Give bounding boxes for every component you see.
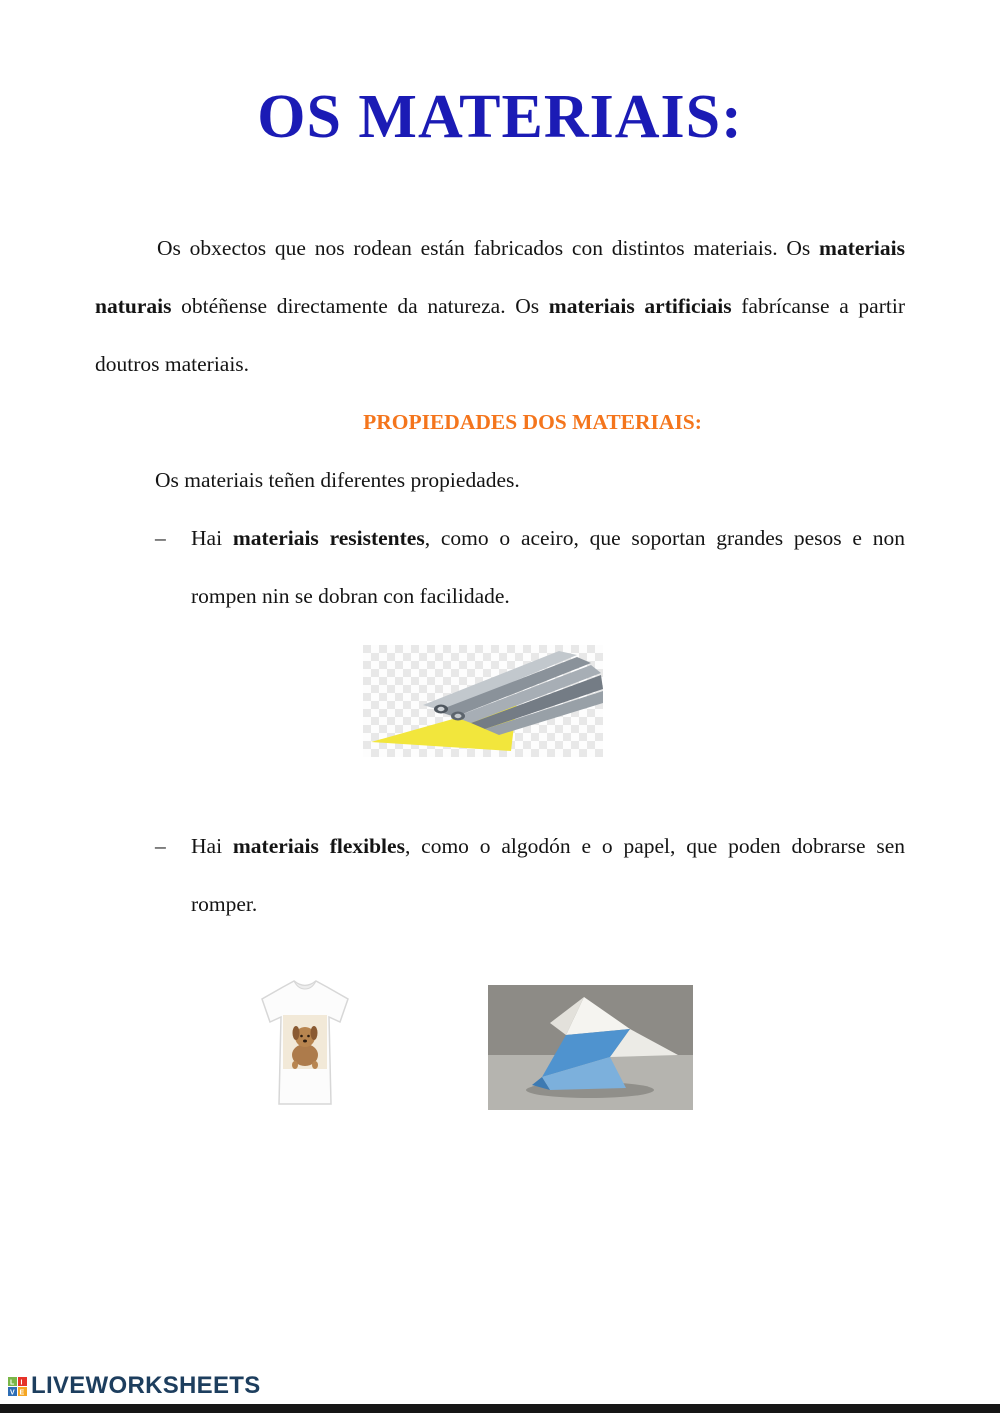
liveworksheets-icon <box>8 1377 27 1396</box>
bullet-materiais-flexibles <box>155 817 905 933</box>
page-title: OS MATERIAIS: <box>257 83 743 151</box>
intro-bold-materiais-naturais: materiais naturais <box>95 236 905 318</box>
tshirt-illustration <box>250 975 360 1110</box>
bullet-dash: – <box>155 526 166 550</box>
properties-intro: Os materiais teñen diferentes propiedades. <box>155 468 520 492</box>
bullet-text-1b: , como o aceiro, que soportan grandes pesos e non rompen nin se dobran con facilidade. <box>191 526 906 608</box>
intro-bold-materiais-artificiais: materiais artificiais <box>548 294 732 318</box>
bottom-dark-bar <box>0 1404 1000 1413</box>
bullet-text-2a: Hai <box>191 834 233 858</box>
liveworksheets-brand-text: LIVEWORKSHEETS <box>31 1372 261 1399</box>
bullet-materiais-resistentes <box>155 509 905 625</box>
section-heading: PROPIEDADES DOS MATERIAIS: <box>363 410 702 434</box>
svg-text:I: I <box>20 1379 23 1386</box>
flexible-materials-images <box>250 975 1000 1110</box>
origami-bird-illustration <box>488 985 693 1110</box>
origami-bird-image <box>488 985 693 1110</box>
steel-profiles-image <box>363 645 603 757</box>
intro-text-2: obtéñense directamente da natureza. Os <box>171 294 549 318</box>
bullet-text-2b: , como o algodón e o papel, que poden dobrarse sen romper. <box>191 834 906 916</box>
intro-text-1: Os obxectos que nos rodean están fabricados con distintos materiais. Os <box>157 236 820 260</box>
bullet-bold-materiais-flexibles: materiais flexibles <box>232 834 405 858</box>
svg-text:E: E <box>19 1389 25 1396</box>
tshirt-image <box>250 975 360 1110</box>
bullet-bold-materiais-resistentes: materiais resistentes <box>232 526 425 550</box>
intro-text-3: fabrícanse a partir doutros materiais. <box>95 294 905 376</box>
steel-profiles-illustration <box>363 645 603 757</box>
svg-text:L: L <box>10 1379 15 1386</box>
bullet-dash: – <box>155 834 166 858</box>
intro-paragraph <box>95 219 905 393</box>
liveworksheets-logo[interactable] <box>8 1372 261 1400</box>
svg-text:V: V <box>10 1389 15 1396</box>
bullet-text-1a: Hai <box>191 526 233 550</box>
